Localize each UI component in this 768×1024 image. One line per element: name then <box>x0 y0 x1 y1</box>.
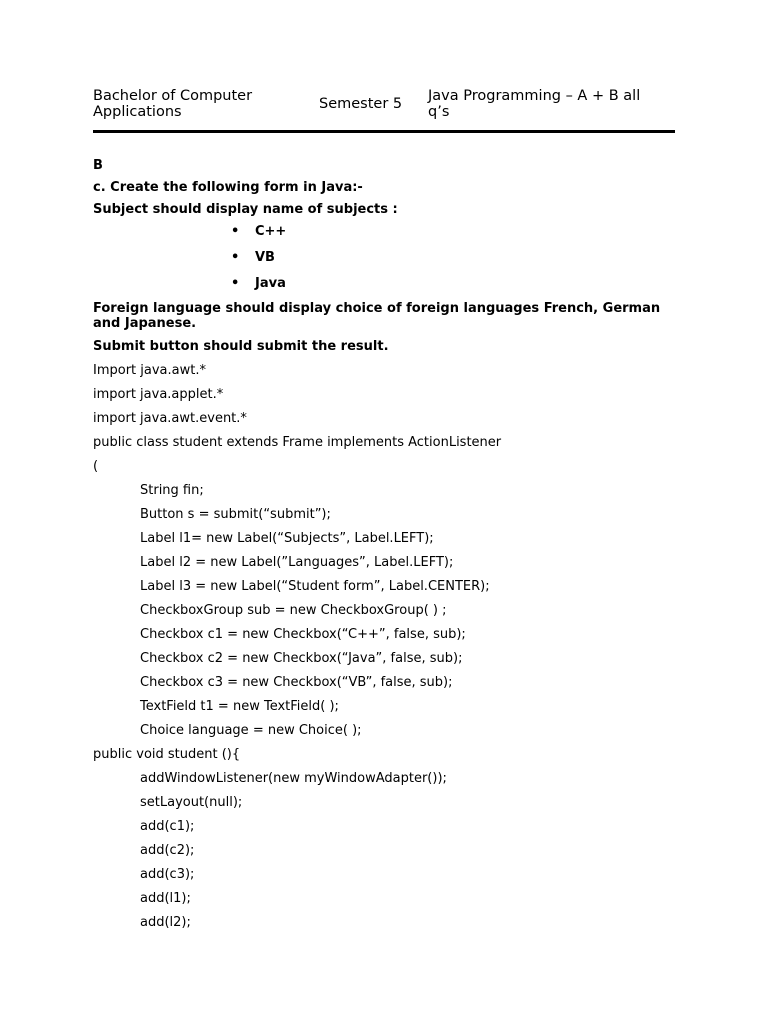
code-line: CheckboxGroup sub = new CheckboxGroup( ) ; <box>140 603 447 618</box>
foreign-language-note: Foreign language should display choice of foreign languages French, German and Japanese. <box>93 301 661 331</box>
code-line: add(c3); <box>140 867 195 882</box>
header-divider <box>93 130 675 133</box>
code-line: import java.applet.* <box>93 387 224 402</box>
list-item <box>93 224 675 240</box>
subject-name: VB <box>255 250 275 265</box>
document-body <box>93 158 675 939</box>
list-item <box>93 250 675 266</box>
code-line: Choice language = new Choice( ); <box>140 723 362 738</box>
code-line: import java.awt.event.* <box>93 411 247 426</box>
code-line: public void student (){ <box>93 747 241 762</box>
code-line: add(c2); <box>140 843 195 858</box>
code-line: Checkbox c3 = new Checkbox(“VB”, false, sub); <box>140 675 453 690</box>
code-line: ( <box>93 459 99 474</box>
code-line: Label l2 = new Label(”Languages”, Label.LEFT); <box>140 555 454 570</box>
section-label: B <box>93 158 103 173</box>
code-line: add(l1); <box>140 891 191 906</box>
header-program-line1: Bachelor of Computer <box>93 88 253 104</box>
subject-name: C++ <box>255 224 287 239</box>
code-line: Checkbox c2 = new Checkbox(“Java”, false, sub); <box>140 651 463 666</box>
code-line: String fin; <box>140 483 204 498</box>
code-line: public class student extends Frame implements ActionListener <box>93 435 502 450</box>
code-line: TextField t1 = new TextField( ); <box>140 699 339 714</box>
bullet-icon: • <box>231 250 240 265</box>
page-header <box>93 88 675 134</box>
code-line: Checkbox c1 = new Checkbox(“C++”, false, sub); <box>140 627 466 642</box>
submit-note: Submit button should submit the result. <box>93 339 389 354</box>
header-program <box>93 88 303 120</box>
code-block <box>93 363 675 931</box>
code-line: Label l3 = new Label(“Student form”, Label.CENTER); <box>140 579 490 594</box>
header-subject <box>428 88 678 120</box>
header-subject-line1: Java Programming – A + B all <box>428 88 641 104</box>
subjects-list <box>93 224 675 292</box>
subject-name: Java <box>255 276 286 291</box>
code-line: Import java.awt.* <box>93 363 206 378</box>
code-line: add(l2); <box>140 915 191 930</box>
list-item <box>93 276 675 292</box>
code-line: Label l1= new Label(“Subjects”, Label.LEFT); <box>140 531 434 546</box>
header-semester: Semester 5 <box>319 96 403 112</box>
code-line: add(c1); <box>140 819 195 834</box>
header-subject-line2: q’s <box>428 104 450 120</box>
header-program-line2: Applications <box>93 104 182 120</box>
code-line: addWindowListener(new myWindowAdapter()); <box>140 771 447 786</box>
bullet-icon: • <box>231 276 240 291</box>
subjects-intro: Subject should display name of subjects : <box>93 202 398 217</box>
question-heading: c. Create the following form in Java:- <box>93 180 363 195</box>
code-line: Button s = submit(“submit”); <box>140 507 331 522</box>
code-line: setLayout(null); <box>140 795 243 810</box>
bullet-icon: • <box>231 224 240 239</box>
